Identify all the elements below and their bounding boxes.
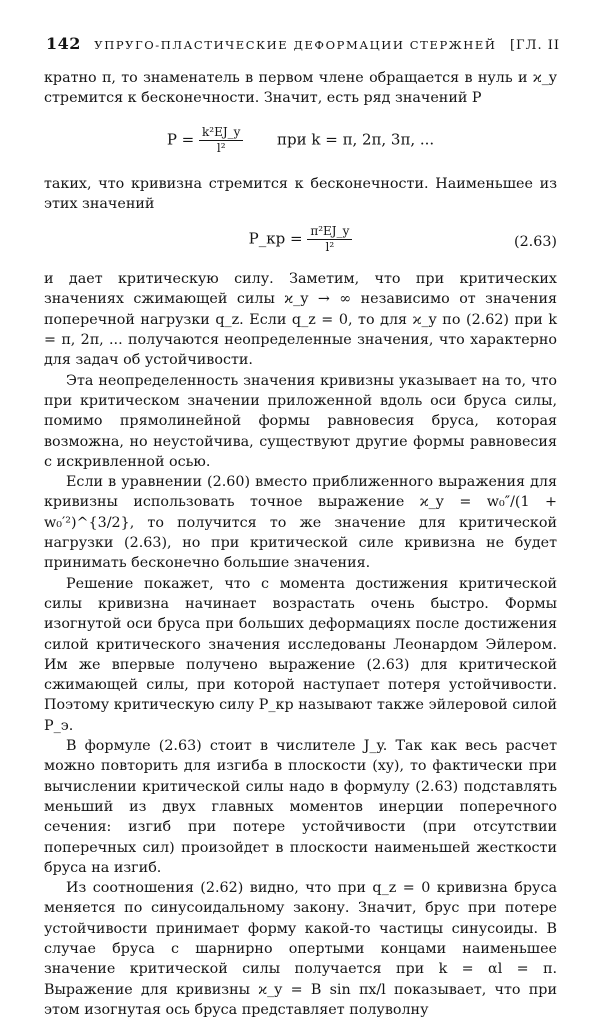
equation-fraction <box>199 125 243 156</box>
equation-condition: при k = π, 2π, 3π, ... <box>277 130 435 149</box>
fraction-denominator: l² <box>216 140 226 155</box>
paragraph-3: и дает критическую силу. Заметим, что при критических значениях сжимающей силы ϰ_y → ∞ независимо от значения поперечной нагрузки q_z. Если q_z = 0, то для ϰ_y по (2.62) при k = π, 2π, ... получаются неопределенные значения, что характерно для задач об устойчивости. <box>44 271 557 369</box>
fraction-numerator: π²EJ_y <box>307 224 352 240</box>
equation-lhs: P = <box>166 130 195 149</box>
paragraph-5: Если в уравнении (2.60) вместо приближенного выражения для кривизны использовать точное выражение ϰ_y = w₀″/(1 + w₀′²)^{3/2}, то получится то же значение для критической нагрузки (2.63), но при критической силе кривизна не будет принимать бесконечно большие значения. <box>44 474 557 572</box>
equation-fraction <box>307 224 352 255</box>
equation-number: (2.63) <box>514 234 557 251</box>
paragraph-7: В формуле (2.63) стоит в числителе J_y. Так как весь расчет можно повторить для изгиба в плоскости (xy), то фактически при вычислении критической силы надо в формулу (2.63) подставлять меньший из двух главных моментов инерции поперечного сечения: изгиб при потере устойчивости (при отсутствии поперечных сил) произойдет в плоскости наименьшей жесткости бруса на изгиб. <box>44 738 557 876</box>
chapter-marker: [ГЛ. II <box>509 38 560 53</box>
page-number: 142 <box>46 34 81 53</box>
running-header <box>46 34 560 53</box>
equation-2-63 <box>44 224 557 255</box>
paragraph-6: Решение покажет, что с момента достижения критической силы кривизна начинает возрастать очень быстро. Формы изогнутой оси бруса при больших деформациях после достижения силой критического значения исследованы Леонардом Эйлером. Им же впервые получено выражение (2.63) для критической сжимающей силы, при которой наступает потеря устойчивости. Поэтому критическую силу P_кр называют также эйлеровой силой P_э. <box>44 575 557 734</box>
paragraph-4: Эта неопределенность значения кривизны указывает на то, что при критическом значении приложенной вдоль оси бруса силы, помимо прямолинейной формы равновесия бруса, которая возможна, но неустойчива, существуют другие формы равновесия с искривленной осью. <box>44 372 557 470</box>
paragraph-1: кратно π, то знаменатель в первом члене обращается в нуль и ϰ_y стремится к бесконечности. Значит, есть ряд значений P <box>44 70 557 107</box>
fraction-numerator: k²EJ_y <box>199 125 243 141</box>
paragraph-8: Из соотношения (2.62) видно, что при q_z = 0 кривизна бруса меняется по синусоидальному закону. Значит, брус при потере устойчивости принимает форму какой-то частицы синусоиды. В случае бруса с шарнирно опертыми концами наименьшее значение критической силы получается при k = αl = π. Выражение для кривизны ϰ_y = B sin πx/l показывает, что при этом изогнутая ось бруса представляет полуволну <box>44 880 557 1018</box>
paragraph-2: таких, что кривизна стремится к бесконечности. Наименьшее из этих значений <box>44 175 557 212</box>
equation-lhs: P_кр = <box>248 229 303 248</box>
running-title: УПРУГО-ПЛАСТИЧЕСКИЕ ДЕФОРМАЦИИ СТЕРЖНЕЙ <box>94 38 497 52</box>
equation-critical-series <box>44 125 557 156</box>
fraction-denominator: l² <box>325 240 335 255</box>
page-body <box>44 68 557 1020</box>
